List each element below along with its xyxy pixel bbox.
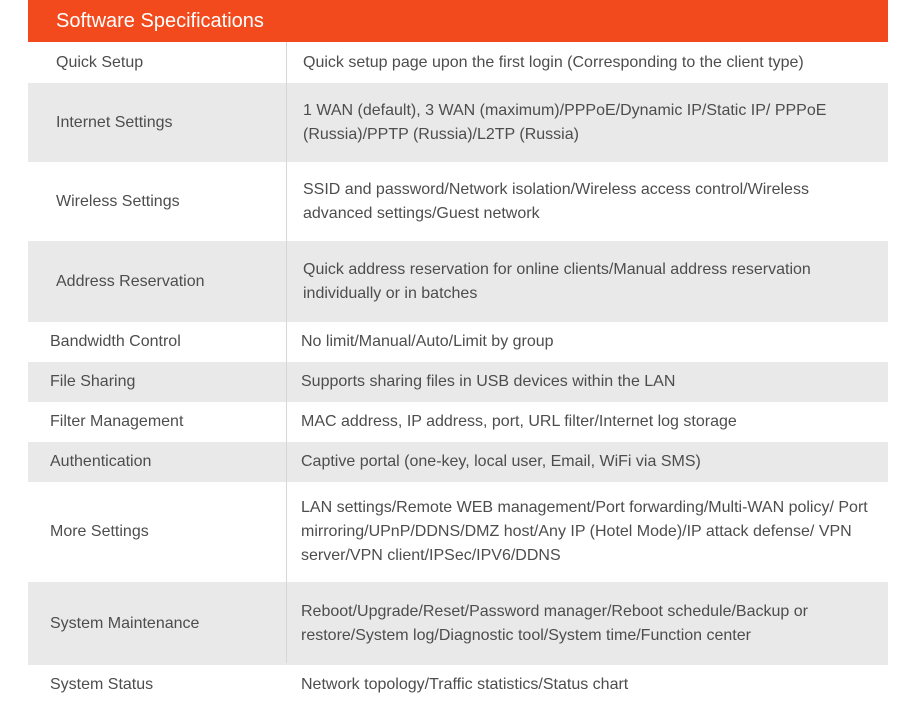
row-label: Wireless Settings — [56, 192, 180, 210]
row-label: More Settings — [50, 523, 149, 540]
row-label: System Maintenance — [50, 614, 200, 632]
table-row-bandwidth-control — [28, 322, 888, 362]
column-divider — [286, 320, 287, 663]
row-label: System Status — [50, 676, 154, 693]
row-label: Quick Setup — [56, 53, 144, 71]
table-row-filter-management — [28, 402, 888, 442]
row-value: Reboot/Upgrade/Reset/Password manager/Reboot schedule/Backup or restore/System log/Diagnostic tool/System time/Function center — [301, 602, 808, 644]
table-row-file-sharing — [28, 362, 888, 402]
row-value: No limit/Manual/Auto/Limit by group — [301, 333, 554, 350]
row-value: MAC address, IP address, port, URL filter/Internet log storage — [301, 413, 737, 430]
row-value: 1 WAN (default), 3 WAN (maximum)/PPPoE/Dynamic IP/Static IP/ PPPoE (Russia)/PPTP (Russia)/L2TP (Russia) — [303, 101, 827, 143]
specifications-table — [28, 0, 888, 705]
row-value: SSID and password/Network isolation/Wireless access control/Wireless advanced settings/Guest network — [303, 180, 809, 222]
row-label: Internet Settings — [56, 113, 173, 131]
column-divider — [286, 42, 287, 320]
row-value: Quick address reservation for online clients/Manual address reservation individually or in batches — [303, 260, 811, 302]
row-value: Captive portal (one-key, local user, Email, WiFi via SMS) — [301, 453, 701, 470]
table-row-quick-setup — [28, 42, 888, 83]
table-row-more-settings — [28, 482, 888, 582]
row-label: Authentication — [50, 453, 152, 470]
row-label: Bandwidth Control — [50, 333, 181, 350]
row-label: Filter Management — [50, 413, 184, 430]
table-row-authentication — [28, 442, 888, 482]
table-title: Software Specifications — [28, 0, 888, 42]
row-value: Quick setup page upon the first login (Corresponding to the client type) — [303, 53, 804, 71]
table-row-system-status — [28, 665, 888, 705]
table-row-system-maintenance — [28, 582, 888, 665]
table-row-address-reservation — [28, 241, 888, 322]
row-value: Supports sharing files in USB devices within the LAN — [301, 373, 676, 390]
row-label: Address Reservation — [56, 272, 205, 290]
row-label: File Sharing — [50, 373, 136, 390]
row-value: Network topology/Traffic statistics/Status chart — [301, 676, 629, 693]
row-value: LAN settings/Remote WEB management/Port forwarding/Multi-WAN policy/ Port mirroring/UPnP/DDNS/DMZ host/Any IP (Hotel Mode)/IP attack defense/ VPN server/VPN client/IPSec/IPV6/DDNS — [301, 499, 868, 564]
table-row-wireless-settings — [28, 162, 888, 241]
table-row-internet-settings — [28, 83, 888, 162]
